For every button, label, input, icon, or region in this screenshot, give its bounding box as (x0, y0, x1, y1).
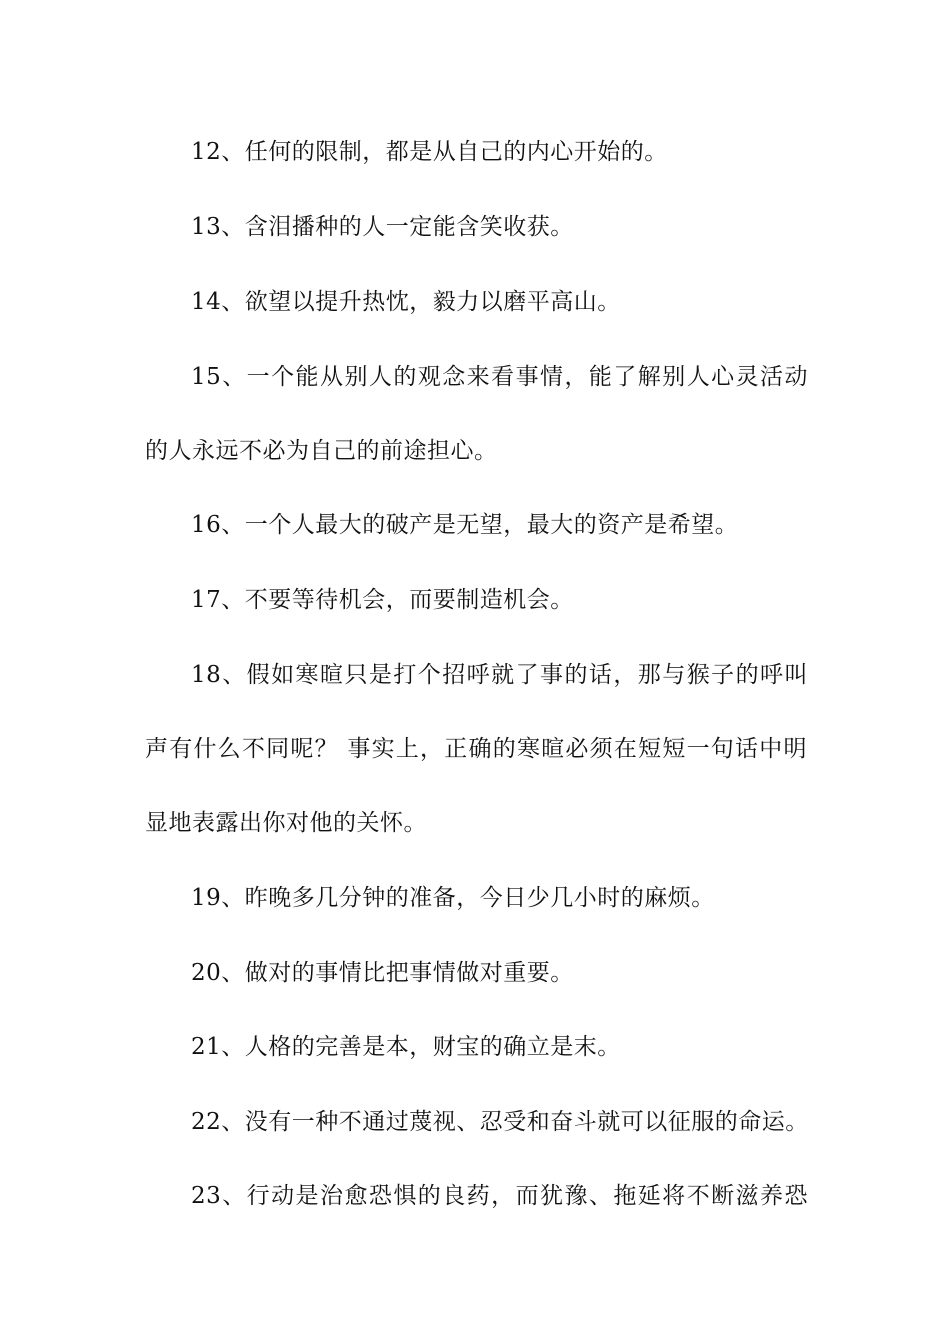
quote-14: 14、欲望以提升热忱，毅力以磨平高山。 (191, 289, 621, 315)
quote-18-line-2: 声有什么不同呢？ 事实上，正确的寒暄必须在短短一句话中明 (145, 736, 807, 762)
quote-16: 16、一个人最大的破产是无望，最大的资产是希望。 (191, 512, 739, 538)
quote-23-line-1: 23、行动是治愈恐惧的良药，而犹豫、拖延将不断滋养恐 (191, 1183, 808, 1209)
quote-15-line-1: 15、一个能从别人的观念来看事情，能了解别人心灵活动 (191, 364, 808, 390)
quote-18-line-3: 显地表露出你对他的关怀。 (145, 810, 427, 836)
quote-22: 22、没有一种不通过蔑视、忍受和奋斗就可以征服的命运。 (191, 1109, 809, 1135)
quote-21: 21、人格的完善是本，财宝的确立是末。 (191, 1034, 621, 1060)
quote-19: 19、昨晚多几分钟的准备，今日少几小时的麻烦。 (191, 885, 715, 911)
quote-13: 13、含泪播种的人一定能含笑收获。 (191, 214, 574, 240)
quote-15-line-2: 的人永远不必为自己的前途担心。 (145, 438, 498, 464)
quote-17: 17、不要等待机会，而要制造机会。 (191, 587, 574, 613)
quote-12: 12、任何的限制，都是从自己的内心开始的。 (191, 139, 668, 165)
quote-20: 20、做对的事情比把事情做对重要。 (191, 960, 574, 986)
quote-18-line-1: 18、假如寒暄只是打个招呼就了事的话，那与猴子的呼叫 (191, 662, 808, 688)
